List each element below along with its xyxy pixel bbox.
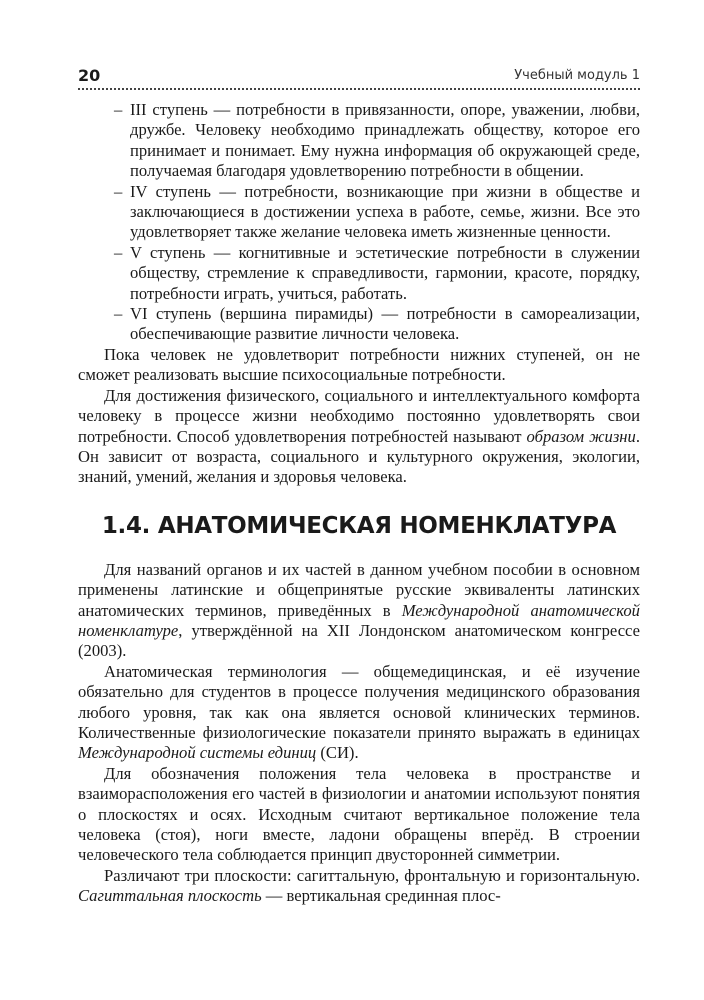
paragraph: [78, 345, 640, 386]
italic-term: образом жизни: [526, 426, 636, 446]
italic-term: Сагиттальная плоскость: [78, 886, 262, 906]
page-header: [78, 68, 640, 90]
italic-term: Международной системы единиц: [78, 743, 317, 763]
paragraph-text: Анатомическая терминология — общемедицинская, и её изучение обязательно для студентов в процессе получения медицинского образования любого уровня, так как она является основой клинических терминов. Количественные физиологические показатели принято выражать в единицах: [78, 661, 640, 742]
paragraph-text: Пока человек не удовлетворит потребности нижних ступеней, он не сможет реализовать высшие психосоциальные потребности.: [78, 344, 640, 385]
list-dash: –: [114, 304, 123, 324]
page-number: 20: [78, 66, 101, 85]
list-item: [78, 182, 640, 243]
italic-term: Международной анатомической номенклатуре: [78, 600, 640, 640]
list-dash: –: [114, 242, 123, 262]
paragraph-text: Различают три плоскости: сагиттальную, фронтальную и горизонтальную.: [104, 865, 640, 885]
paragraph-text: (СИ).: [316, 743, 359, 763]
list-item-text: IV ступень — потребности, возникающие при жизни в обществе и заключающиеся в достижении успеха в работе, семье, жизни. Все это удовлетворяет также желание человека иметь жизненные ценности.: [130, 181, 640, 242]
paragraph: [78, 764, 640, 866]
paragraph-text: — вертикальная срединная плос-: [261, 886, 501, 906]
list-item-text: III ступень — потребности в привязанности, опоре, уважении, любви, дружбе. Человеку необходимо принадлежать обществу, которое его принимает и понимает. Ему нужна информация об окружающей среде, получаемая благодаря удовлетворению потребности в общении.: [130, 100, 640, 181]
section-title: 1.4. АНАТОМИЧЕСКАЯ НОМЕНКЛАТУРА: [101, 512, 617, 539]
list-dash: –: [114, 181, 123, 201]
needs-list: [78, 100, 640, 345]
list-item: [78, 100, 640, 182]
page-content: [78, 100, 640, 907]
paragraph-text: . Он зависит от возраста, социального и культурного окружения, экологии, знаний, умений, желания и здоровья человека.: [78, 426, 640, 487]
paragraph: [78, 662, 640, 764]
list-item-text: VI ступень (вершина пирамиды) — потребности в самореализации, обеспечивающие развитие личности человека.: [130, 304, 640, 344]
list-dash: –: [114, 100, 123, 119]
paragraph-text: , утверждённой на XII Лондонском анатомическом конгрессе (2003).: [78, 620, 640, 661]
paragraph-text: Для названий органов и их частей в данном учебном пособии в основном применены латинские и общепринятые русские эквиваленты латинских анатомических терминов, приведённых в: [78, 559, 640, 620]
paragraph-text: Для достижения физического, социального и интеллектуального комфорта человеку в процессе жизни необходимо постоянно удовлетворять свои потребности. Способ удовлетворения потребностей называют: [78, 385, 640, 446]
paragraph: [78, 386, 640, 488]
list-item-text: V ступень — когнитивные и эстетические потребности в служении обществу, стремление к справедливости, гармонии, красоте, порядку, потребности играть, учиться, работать.: [130, 242, 640, 303]
list-item: [78, 304, 640, 345]
running-head: Учебный модуль 1: [514, 68, 640, 83]
paragraph: [78, 560, 640, 662]
list-item: [78, 243, 640, 304]
paragraph: [78, 866, 640, 907]
paragraph-text: Для обозначения положения тела человека в пространстве и взаиморасположения его частей в физиологии и анатомии используют понятия о плоскостях и осях. Исходным считают вертикальное положение тела человека (стоя), ноги вместе, ладони обращены вперёд. В строении человеческого тела соблюдается принцип двусторонней симметрии.: [78, 763, 640, 865]
